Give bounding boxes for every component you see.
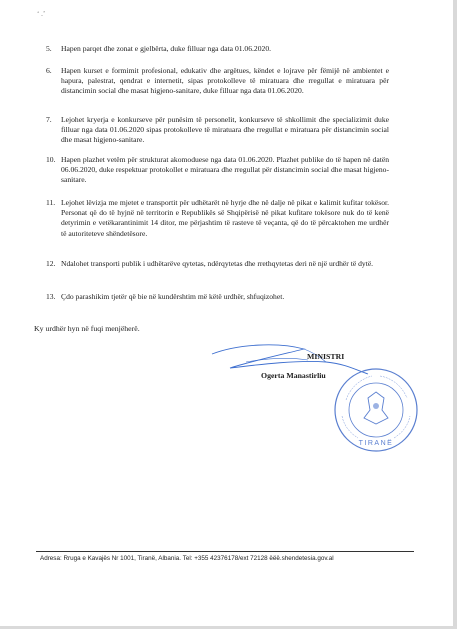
item-text: Ndalohet transporti publik i udhëtarëve qytetas, ndërqytetas dhe rrethqytetas deri në një urdhër të dytë.: [61, 259, 374, 268]
item-text: Lejohet lëvizja me mjetet e transportit për udhëtarët në hyrje dhe në dalje në pikat e kalimit kufitar tokësor. Personat që do të hyjnë në territorin e Republikës së Shqipërisë në pikat kufitare tokësore nuk do të kenë detyrimin e vetëkarantinimit 14 ditor, me përjashtim të rasteve të veçanta, që do të përcaktohen me urdhër të autoriteteve shëndetësore.: [61, 198, 389, 238]
item-number: 6.: [46, 66, 52, 75]
item-number: 7.: [46, 115, 52, 124]
item-text: Hapen plazhet vetëm për strukturat akomoduese nga data 01.06.2020. Plazhet publike do të hapen në datën 06.06.2020, duke respektuar protokollet e miratuara dhe rregullat për distancimin social dhe masat higjeno-sanitare.: [61, 155, 389, 185]
list-item: [46, 115, 389, 146]
footer-divider: [36, 551, 414, 552]
list-item: [46, 259, 389, 269]
signature-title: MINISTRI: [307, 352, 345, 361]
footer-address: Adresa: Rruga e Kavajës Nr 1001, Tiranë, Albania. Tel: +355 42376178/ext 72128 ëëë.shendetesia.gov.al: [40, 555, 334, 562]
item-text: Lejohet kryerja e konkurseve për punësim të personelit, konkurseve të shkollimit dhe specializimit duke filluar nga data 01.06.2020 sipas protokolleve të miratuara dhe rregullat e miratuara për distancimin social dhe masat higjeno-sanitare.: [61, 115, 389, 145]
closing-statement: Ky urdhër hyn në fuqi menjëherë.: [34, 324, 140, 333]
list-item: [46, 198, 389, 239]
item-number: 12.: [46, 259, 56, 268]
item-text: Hapen parqet dhe zonat e gjelbërta, duke filluar nga data 01.06.2020.: [61, 44, 272, 53]
list-item: [46, 44, 389, 54]
item-number: 13.: [46, 292, 56, 301]
corner-mark: ‘ .’: [37, 10, 46, 18]
item-number: 11.: [46, 198, 56, 207]
item-text: Çdo parashikim tjetër që bie në kundërshtim më këtë urdhër, shfuqizohet.: [61, 292, 285, 301]
list-item: [46, 66, 389, 97]
page-edge-right: [453, 0, 457, 629]
item-number: 10.: [46, 155, 56, 164]
list-item: [46, 292, 389, 302]
list-item: [46, 155, 389, 186]
minister-name: Ogerta Manastirliu: [261, 371, 326, 380]
item-number: 5.: [46, 44, 52, 53]
official-stamp: [332, 366, 420, 454]
stamp-city: TIRANË: [358, 440, 394, 447]
item-text: Hapen kurset e formimit profesional, edukativ dhe argëtues, këndet e lojrave për fëmijë në ambientet e hapura, palestrat, qendrat e internetit, sipas protokolleve të miratuara dhe rregullat e miratuara për distancimin social dhe masat higjeno-sanitare, duke filluar nga data 01.06.2020.: [61, 66, 389, 96]
